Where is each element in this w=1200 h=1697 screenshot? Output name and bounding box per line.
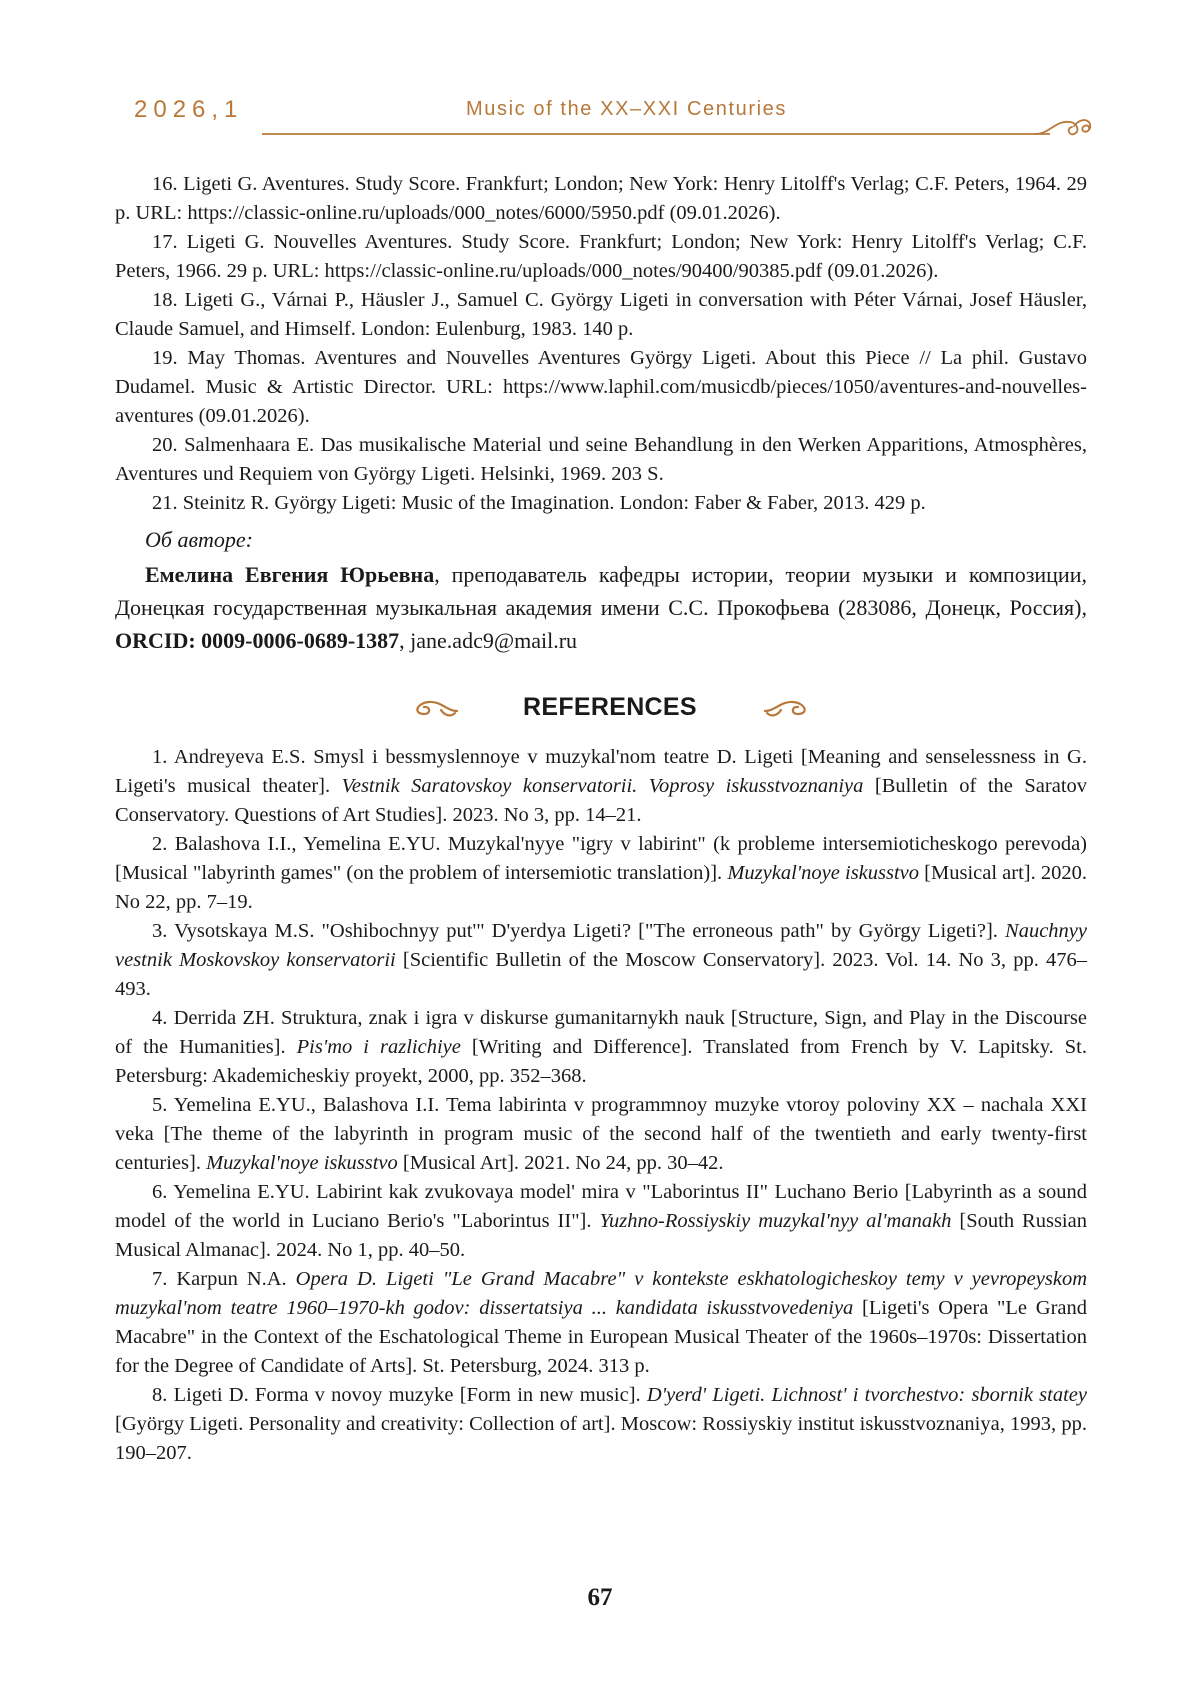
reference-text: [Musical Art]. 2021. No 24, pp. 30–42. xyxy=(397,1152,724,1174)
reference-text: 6. Yemelina E.YU. Labirint kak zvukovaya model' mira v "Laborintus II" Luchano Berio [Labyrinth as a sound model of the world in Luciano Berio's "Laborintus II"]. xyxy=(115,1181,1087,1232)
reference-text: 7. Karpun N.A. xyxy=(152,1268,296,1290)
author-name: Емелина Евгения Юрьевна xyxy=(145,562,435,587)
reference-source: Opera D. Ligeti "Le Grand Macabre" v kontekste eskhatologicheskoy temy v yevropeyskom muzykal'nom teatre 1960–1970-kh godov: dissertatsiya ... kandidata iskusstvovedeniya xyxy=(115,1268,1088,1319)
reference-text: [Ligeti's Opera "Le Grand Macabre" in the Context of the Eschatological Theme in European Musical Theater of the 1960s–1970s: Dissertation for the Degree of Candidate of Arts]. St. Petersburg, 2024. 313 p. xyxy=(115,1297,1087,1377)
bibliography-entry: 17. Ligeti G. Nouvelles Aventures. Study Score. Frankfurt; London; New York: Henry Litolff's Verlag; C.F. Peters, 1966. 29 p. URL: https://classic-online.ru/uploads/000_notes/90400/90385.pdf (09.01.2026). xyxy=(115,231,1087,282)
bibliography-entry: 20. Salmenhaara E. Das musikalische Material und seine Behandlung in den Werken Apparitions, Atmosphères, Aventures und Requiem von György Ligeti. Helsinki, 1969. 203 S. xyxy=(115,434,1087,485)
header-rule-ornament xyxy=(0,0,1200,150)
reference-entry xyxy=(115,917,1087,1004)
reference-source: Vestnik Saratovskoy konservatorii. Voprosy iskusstvoznaniya xyxy=(341,775,864,797)
reference-entry xyxy=(115,830,1087,917)
references-heading xyxy=(115,693,1087,727)
bibliography-entry: 21. Steinitz R. György Ligeti: Music of the Imagination. London: Faber & Faber, 2013. 429 p. xyxy=(152,492,926,514)
page-number: 67 xyxy=(587,1584,613,1611)
reference-text: 1. Andreyeva E.S. Smysl i bessmyslennoye v muzykal'nom teatre D. Ligeti [Meaning and senselessness in G. Ligeti's musical theater]. xyxy=(115,746,1087,797)
author-email: , jane.adc9@mail.ru xyxy=(399,628,578,653)
reference-entry xyxy=(115,1265,1087,1381)
reference-source: Yuzhno-Rossiyskiy muzykal'nyy al'manakh xyxy=(599,1210,952,1232)
reference-text: [Musical art]. 2020. No 22, pp. 7–19. xyxy=(115,862,1088,913)
bibliography-entry: 16. Ligeti G. Aventures. Study Score. Frankfurt; London; New York: Henry Litolff's Verlag; C.F. Peters, 1964. 29 p. URL: https://classic-online.ru/uploads/000_notes/6000/5950.pdf (09.01.2026). xyxy=(115,173,1087,224)
issue-number: 2026,1 xyxy=(134,96,244,123)
reference-text: 8. Ligeti D. Forma v novoy muzyke [Form in new music]. xyxy=(152,1384,647,1406)
reference-text: [South Russian Musical Almanac]. 2024. No 1, pp. 40–50. xyxy=(115,1210,1087,1261)
reference-entry xyxy=(115,1004,1087,1091)
page-content xyxy=(115,170,1087,1468)
reference-text: [Scientific Bulletin of the Moscow Conservatory]. 2023. Vol. 14. No 3, pp. 476–493. xyxy=(115,949,1087,1000)
reference-source: Pis'mo i razlichiye xyxy=(296,1036,461,1058)
right-ornament-icon xyxy=(763,697,815,719)
reference-text: 3. Vysotskaya M.S. "Oshibochnyy put'" D'yerdya Ligeti? ["The erroneous path" by György Ligeti?]. xyxy=(152,920,1006,942)
references-list xyxy=(115,743,1087,1468)
reference-entry xyxy=(115,743,1087,830)
left-ornament-icon xyxy=(407,697,459,719)
reference-text: [György Ligeti. Personality and creativity: Collection of art]. Moscow: Rossiyskiy institut iskusstvoznaniya, 1993, pp. 190–207. xyxy=(115,1413,1087,1464)
bibliography-tail xyxy=(115,170,1087,518)
reference-source: Nauchnyy vestnik Moskovskoy konservatorii xyxy=(115,920,1087,971)
reference-source: D'yerd' Ligeti. Lichnost' i tvorchestvo: sbornik statey xyxy=(646,1384,1087,1406)
reference-text: 5. Yemelina E.YU., Balashova I.I. Tema labirinta v programmnoy muzyke vtoroy poloviny XX – nachala XXI veka [The theme of the labyrinth in program music of the second half of the twentieth and early twenty-first centuries]. xyxy=(115,1094,1087,1174)
bibliography-entry: 19. May Thomas. Aventures and Nouvelles Aventures György Ligeti. About this Piece // La phil. Gustavo Dudamel. Music & Artistic Director. URL: https://www.laphil.com/musicdb/pieces/1050/aventures-and-nouvelles-aventures (09.01.2026). xyxy=(115,347,1087,427)
reference-entry xyxy=(115,1091,1087,1178)
about-author-label: Об авторе: xyxy=(145,527,253,552)
reference-text: 4. Derrida ZH. Struktura, znak i igra v diskurse gumanitarnykh nauk [Structure, Sign, and Play in the Discourse of the Humanities]. xyxy=(115,1007,1087,1058)
about-author-text xyxy=(115,558,1087,657)
author-position: , преподаватель кафедры истории, теории музыки и композиции, Донецкая государственная музыкальная академия имени С.С. Прокофьева (283086, Донецк, Россия), xyxy=(115,562,1087,620)
reference-source: Muzykal'noye iskusstvo xyxy=(727,862,920,884)
reference-entry xyxy=(115,1381,1087,1468)
reference-text: [Bulletin of the Saratov Conservatory. Questions of Art Studies]. 2023. No 3, pp. 14–21. xyxy=(115,775,1088,826)
reference-text: 2. Balashova I.I., Yemelina E.YU. Muzykal'nyye "igry v labirint" (k probleme intersemioticheskogo perevoda) [Musical "labyrinth games" (on the problem of intersemiotic translation)]. xyxy=(115,833,1087,884)
reference-entry xyxy=(115,1178,1087,1265)
references-title: REFERENCES xyxy=(523,693,697,721)
page-header xyxy=(0,0,1200,150)
reference-source: Muzykal'noye iskusstvo xyxy=(206,1152,398,1174)
reference-text: [Writing and Difference]. Translated from French by V. Lapitsky. St. Petersburg: Akademicheskiy proyekt, 2000, pp. 352–368. xyxy=(115,1036,1088,1087)
journal-title: Music of the XX–XXI Centuries xyxy=(466,98,787,120)
bibliography-entry: 18. Ligeti G., Várnai P., Häusler J., Samuel C. György Ligeti in conversation with Péter Várnai, Josef Häusler, Claude Samuel, and Himself. London: Eulenburg, 1983. 140 p. xyxy=(115,289,1087,340)
author-orcid: ORCID: 0009-0006-0689-1387 xyxy=(115,628,400,653)
